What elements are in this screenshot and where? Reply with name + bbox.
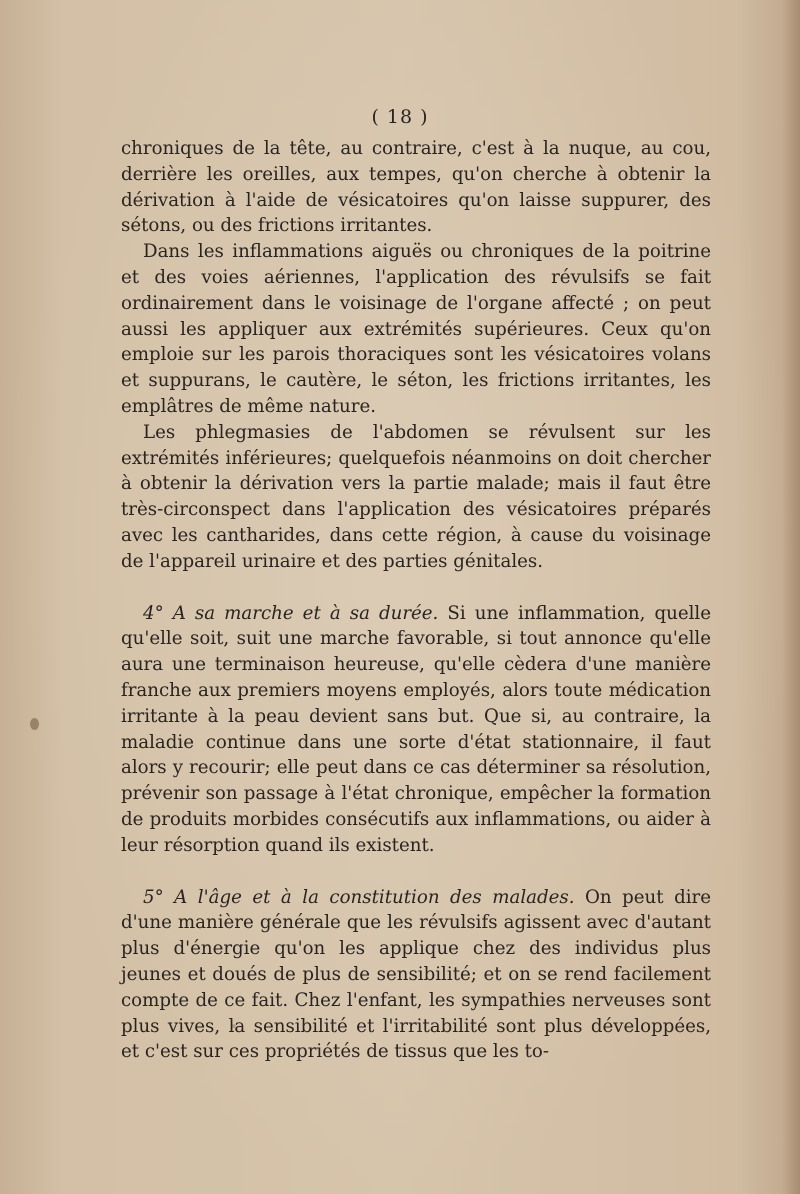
paragraph-text: On peut dire d'une manière générale que les révulsifs agissent avec d'autant plus d'énergie qu'on les applique chez des individus plus jeunes et doués de plus de sensibilité; et on se rend facilement compte de ce fait. Chez l'enfant, les sympathies nerveuses sont plus vives, la sensibilité et l'irritabilité sont plus développées, et c'est sur ces propriétés de tissus que les to- [121,886,711,1063]
section-heading: 5° A l'âge et à la constitution des malades. [143,886,575,908]
page-number: ( 18 ) [371,106,429,128]
paragraph-text: Dans les inflammations aiguës ou chroniques de la poitrine et des voies aériennes, l'application des révulsifs se fait ordinairement dans le voisinage de l'organe affecté ; on peut aussi les appliquer aux extrémités supérieures. Ceux qu'on emploie sur les parois thoraciques sont les vésicatoires volans et suppurans, le cautère, le séton, les frictions irritantes, les emplâtres de même nature. [121,241,711,417]
paragraph-section-5 [121,885,711,1066]
paragraph-head-continuation [121,136,711,239]
paragraph-abdomen [121,420,711,575]
section-heading: 4° A sa marche et à sa durée. [143,602,439,624]
paragraph-chest [121,239,711,420]
paragraph-text: Les phlegmasies de l'abdomen se révulsent sur les extrémités inférieures; quelquefois néanmoins on doit chercher à obtenir la dérivation vers la partie malade; mais il faut être très-circonspect dans l'application des vésicatoires préparés avec les cantharides, dans cette région, à cause du voisinage de l'appareil urinaire et des parties génitales. [121,421,711,572]
paragraph-text: Si une inflammation, quelle qu'elle soit, suit une marche favorable, si tout annonce qu'elle aura une terminaison heureuse, qu'elle cèdera d'une manière franche aux premiers moyens employés, alors toute médication irritante à la peau devient sans but. Que si, au contraire, la maladie continue dans une sorte d'état stationnaire, il faut alors y recourir; elle peut dans ce cas déterminer sa résolution, prévenir son passage à l'état chronique, empêcher la formation de produits morbides consécutifs aux inflammations, ou aider à leur résorption quand ils existent. [121,602,711,856]
ink-stain [30,718,39,730]
page-edge-shadow [782,0,800,1194]
paragraph-text: chroniques de la tête, au contraire, c'est à la nuque, au cou, derrière les oreilles, aux tempes, qu'on cherche à obtenir la dérivation à l'aide de vésicatoires qu'on laisse suppurer, des sétons, ou des frictions irritantes. [121,138,711,237]
page-body [121,136,711,1065]
paragraph-section-4 [121,601,711,859]
